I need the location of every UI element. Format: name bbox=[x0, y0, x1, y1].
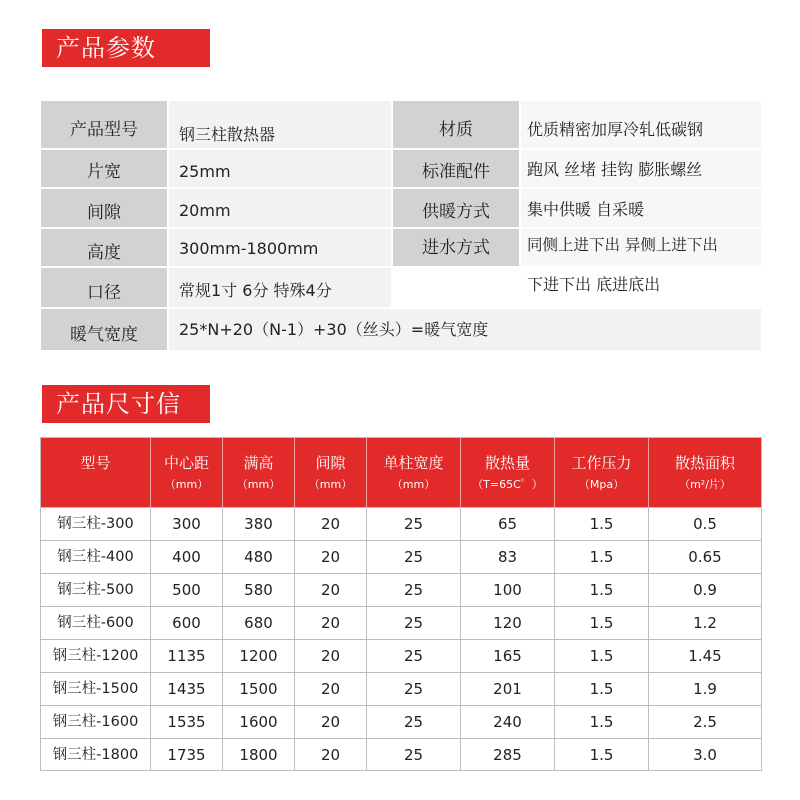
value-cell: 20 bbox=[295, 739, 367, 771]
header-title: 型号 bbox=[80, 454, 111, 472]
model-cell: 钢三柱-500 bbox=[41, 574, 151, 606]
table-header-cell bbox=[649, 438, 761, 507]
table-header-cell bbox=[151, 438, 223, 507]
param-value: 集中供暖 自采暖 bbox=[520, 188, 762, 228]
header-title: 散热量 bbox=[484, 454, 530, 472]
param-value: 同侧上进下出 异侧上进下出 bbox=[520, 228, 762, 267]
value-cell: 285 bbox=[461, 739, 555, 771]
value-cell: 100 bbox=[461, 574, 555, 606]
table-header-cell bbox=[295, 438, 367, 507]
header-unit: （mm） bbox=[236, 478, 281, 491]
value-cell: 20 bbox=[295, 706, 367, 738]
model-cell: 钢三柱-1600 bbox=[41, 706, 151, 738]
value-cell: 1435 bbox=[151, 673, 223, 705]
value-cell: 680 bbox=[223, 607, 295, 639]
value-cell: 1.5 bbox=[555, 574, 649, 606]
header-unit: （mm） bbox=[164, 478, 209, 491]
param-value: 下进下出 底进底出 bbox=[392, 267, 762, 308]
table-row bbox=[41, 606, 761, 639]
value-cell: 20 bbox=[295, 607, 367, 639]
header-title: 工作压力 bbox=[571, 454, 632, 472]
value-cell: 25 bbox=[367, 640, 461, 672]
value-cell: 1800 bbox=[223, 739, 295, 771]
table-row bbox=[41, 705, 761, 738]
table-row bbox=[41, 672, 761, 705]
value-cell: 65 bbox=[461, 508, 555, 540]
header-title: 满高 bbox=[243, 454, 274, 472]
value-cell: 20 bbox=[295, 541, 367, 573]
model-cell: 钢三柱-1200 bbox=[41, 640, 151, 672]
header-title: 散热面积 bbox=[674, 454, 735, 472]
table-row bbox=[41, 540, 761, 573]
model-cell: 钢三柱-400 bbox=[41, 541, 151, 573]
param-value: 跑风 丝堵 挂钩 膨胀螺丝 bbox=[520, 149, 762, 188]
value-cell: 20 bbox=[295, 508, 367, 540]
param-value: 20mm bbox=[168, 188, 392, 228]
model-cell: 钢三柱-300 bbox=[41, 508, 151, 540]
value-cell: 201 bbox=[461, 673, 555, 705]
table-header-cell bbox=[555, 438, 649, 507]
value-cell: 0.9 bbox=[693, 581, 717, 599]
table-row bbox=[41, 573, 761, 606]
header-unit: （m²/片） bbox=[679, 478, 731, 491]
value-cell: 1500 bbox=[223, 673, 295, 705]
header-unit: （T=65C゜） bbox=[472, 478, 543, 491]
header-title: 中心距 bbox=[163, 454, 209, 472]
value-cell: 25 bbox=[367, 541, 461, 573]
value-cell: 600 bbox=[151, 607, 223, 639]
table-header-cell bbox=[461, 438, 555, 507]
header-unit: （mm） bbox=[308, 478, 353, 491]
value-cell: 1.5 bbox=[555, 706, 649, 738]
param-label: 暖气宽度 bbox=[40, 308, 168, 351]
param-label: 口径 bbox=[40, 267, 168, 308]
value-cell: 25 bbox=[367, 607, 461, 639]
value-cell: 83 bbox=[461, 541, 555, 573]
value-cell: 1735 bbox=[151, 739, 223, 771]
param-value: 常规1寸 6分 特殊4分 bbox=[168, 267, 392, 308]
value-cell: 0.65 bbox=[688, 548, 722, 566]
value-cell: 400 bbox=[151, 541, 223, 573]
param-label: 进水方式 bbox=[392, 228, 520, 267]
value-cell: 25 bbox=[367, 574, 461, 606]
table-header-cell bbox=[41, 438, 151, 507]
value-cell: 25 bbox=[367, 739, 461, 771]
table-header-cell bbox=[223, 438, 295, 507]
value-cell: 25 bbox=[367, 508, 461, 540]
value-cell: 1135 bbox=[151, 640, 223, 672]
value-cell: 165 bbox=[461, 640, 555, 672]
value-cell: 1.2 bbox=[693, 614, 717, 632]
value-cell: 0.5 bbox=[693, 515, 717, 533]
value-cell: 1.5 bbox=[555, 640, 649, 672]
value-cell: 20 bbox=[295, 574, 367, 606]
param-label: 标准配件 bbox=[392, 149, 520, 188]
value-cell: 20 bbox=[295, 640, 367, 672]
value-cell: 1.5 bbox=[555, 541, 649, 573]
model-cell: 钢三柱-1800 bbox=[41, 739, 151, 771]
value-cell: 580 bbox=[223, 574, 295, 606]
value-cell: 1535 bbox=[151, 706, 223, 738]
params-table bbox=[40, 100, 762, 351]
value-cell: 1.45 bbox=[688, 647, 722, 665]
value-cell: 2.5 bbox=[693, 713, 717, 731]
param-label: 片宽 bbox=[40, 149, 168, 188]
param-value: 优质精密加厚冷轧低碳钢 bbox=[520, 100, 762, 149]
section-title-sizes: 产品尺寸信 bbox=[42, 385, 210, 423]
param-value: 钢三柱散热器 bbox=[168, 100, 392, 149]
param-label: 产品型号 bbox=[40, 100, 168, 149]
header-unit: （mm） bbox=[391, 478, 436, 491]
value-cell: 240 bbox=[461, 706, 555, 738]
value-cell: 120 bbox=[461, 607, 555, 639]
value-cell: 1.5 bbox=[555, 739, 649, 771]
model-cell: 钢三柱-600 bbox=[41, 607, 151, 639]
value-cell: 300 bbox=[151, 508, 223, 540]
param-label: 间隙 bbox=[40, 188, 168, 228]
param-value: 25*N+20（N-1）+30（丝头）=暖气宽度 bbox=[168, 308, 762, 351]
value-cell: 1.5 bbox=[555, 508, 649, 540]
header-title: 单柱宽度 bbox=[383, 454, 444, 472]
value-cell: 500 bbox=[151, 574, 223, 606]
value-cell: 3.0 bbox=[693, 746, 717, 764]
value-cell: 380 bbox=[223, 508, 295, 540]
value-cell: 480 bbox=[223, 541, 295, 573]
table-header-cell bbox=[367, 438, 461, 507]
table-row bbox=[41, 639, 761, 672]
value-cell: 1600 bbox=[223, 706, 295, 738]
value-cell: 25 bbox=[367, 706, 461, 738]
param-label: 材质 bbox=[392, 100, 520, 149]
header-title: 间隙 bbox=[315, 454, 346, 472]
param-label: 高度 bbox=[40, 228, 168, 267]
value-cell: 1200 bbox=[223, 640, 295, 672]
table-row bbox=[41, 507, 761, 540]
table-row bbox=[41, 738, 761, 771]
value-cell: 25 bbox=[367, 673, 461, 705]
param-value: 300mm-1800mm bbox=[168, 228, 392, 267]
value-cell: 20 bbox=[295, 673, 367, 705]
model-cell: 钢三柱-1500 bbox=[41, 673, 151, 705]
section-title-params: 产品参数 bbox=[42, 29, 210, 67]
value-cell: 1.9 bbox=[693, 680, 717, 698]
value-cell: 1.5 bbox=[555, 673, 649, 705]
header-unit: （Mpa） bbox=[578, 478, 625, 491]
param-value: 25mm bbox=[168, 149, 392, 188]
param-label: 供暖方式 bbox=[392, 188, 520, 228]
size-table bbox=[40, 437, 762, 771]
value-cell: 1.5 bbox=[555, 607, 649, 639]
